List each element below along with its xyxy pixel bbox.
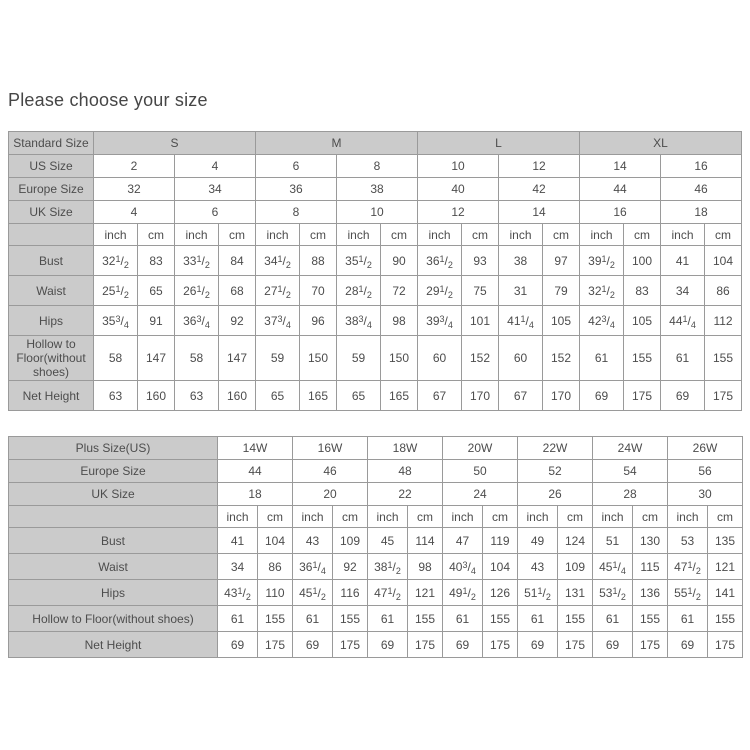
value-cell: 135 xyxy=(708,528,743,554)
value-cell: 83 xyxy=(624,276,661,306)
standard-size-table xyxy=(8,131,742,411)
value-cell: 126 xyxy=(483,580,518,606)
value-cell: 152 xyxy=(462,336,499,381)
value-cell: 43 xyxy=(518,554,558,580)
value-cell: 67 xyxy=(418,381,462,411)
value-cell: 104 xyxy=(705,246,742,276)
value-cell: 51 xyxy=(593,528,633,554)
header-cell: Hollow to Floor(without shoes) xyxy=(9,336,94,381)
value-cell: cm xyxy=(483,506,518,528)
value-cell: 38 xyxy=(337,178,418,201)
value-cell: cm xyxy=(624,224,661,246)
value-cell: inch xyxy=(499,224,543,246)
value-cell: 65 xyxy=(138,276,175,306)
value-cell: $39^1/_2$ xyxy=(580,246,624,276)
value-cell: 116 xyxy=(333,580,368,606)
value-cell: 150 xyxy=(381,336,418,381)
value-cell: inch xyxy=(661,224,705,246)
value-cell: 69 xyxy=(668,632,708,658)
value-cell: 60 xyxy=(499,336,543,381)
value-cell: 34 xyxy=(218,554,258,580)
value-cell: 24W xyxy=(593,437,668,460)
value-cell: 83 xyxy=(138,246,175,276)
value-cell: $39^3/_4$ xyxy=(418,306,462,336)
header-cell: Waist xyxy=(9,554,218,580)
value-cell: 68 xyxy=(219,276,256,306)
value-cell: 10 xyxy=(418,155,499,178)
value-cell: cm xyxy=(258,506,293,528)
value-cell: 41 xyxy=(218,528,258,554)
value-cell: $32^1/_2$ xyxy=(94,246,138,276)
value-cell: 22 xyxy=(368,483,443,506)
value-cell: $26^1/_2$ xyxy=(175,276,219,306)
value-cell: 150 xyxy=(300,336,337,381)
header-cell: M xyxy=(256,132,418,155)
value-cell: $41^1/_4$ xyxy=(499,306,543,336)
value-cell: 121 xyxy=(708,554,743,580)
header-cell: S xyxy=(94,132,256,155)
header-cell: Standard Size xyxy=(9,132,94,155)
value-cell: 49 xyxy=(518,528,558,554)
value-cell: 105 xyxy=(543,306,580,336)
value-cell: cm xyxy=(633,506,668,528)
value-cell: 155 xyxy=(558,606,593,632)
value-cell: $55^1/_2$ xyxy=(668,580,708,606)
header-cell: Net Height xyxy=(9,632,218,658)
value-cell: 175 xyxy=(705,381,742,411)
table-row xyxy=(9,155,742,178)
value-cell: 109 xyxy=(558,554,593,580)
value-cell: $40^3/_4$ xyxy=(443,554,483,580)
value-cell: $45^1/_2$ xyxy=(293,580,333,606)
value-cell: 34 xyxy=(175,178,256,201)
value-cell: 44 xyxy=(580,178,661,201)
value-cell: cm xyxy=(462,224,499,246)
header-cell: Bust xyxy=(9,246,94,276)
value-cell: 160 xyxy=(138,381,175,411)
value-cell: 152 xyxy=(543,336,580,381)
value-cell: 58 xyxy=(94,336,138,381)
header-cell: Hips xyxy=(9,306,94,336)
value-cell: cm xyxy=(333,506,368,528)
table-row xyxy=(9,554,743,580)
header-cell: US Size xyxy=(9,155,94,178)
value-cell: 90 xyxy=(381,246,418,276)
value-cell: cm xyxy=(219,224,256,246)
value-cell: 63 xyxy=(94,381,138,411)
table-row xyxy=(9,224,742,246)
value-cell: $49^1/_2$ xyxy=(443,580,483,606)
value-cell: 58 xyxy=(175,336,219,381)
value-cell: 61 xyxy=(580,336,624,381)
value-cell: 63 xyxy=(175,381,219,411)
table-row xyxy=(9,178,742,201)
value-cell: 59 xyxy=(256,336,300,381)
value-cell: $42^3/_4$ xyxy=(580,306,624,336)
value-cell: 155 xyxy=(633,606,668,632)
table-row xyxy=(9,483,743,506)
value-cell: 92 xyxy=(333,554,368,580)
value-cell: 47 xyxy=(443,528,483,554)
header-cell: XL xyxy=(580,132,742,155)
value-cell: 101 xyxy=(462,306,499,336)
value-cell: 155 xyxy=(483,606,518,632)
value-cell: 121 xyxy=(408,580,443,606)
value-cell: 155 xyxy=(705,336,742,381)
value-cell: $29^1/_2$ xyxy=(418,276,462,306)
value-cell: 46 xyxy=(661,178,742,201)
header-cell: Net Height xyxy=(9,381,94,411)
value-cell: inch xyxy=(256,224,300,246)
value-cell: 155 xyxy=(258,606,293,632)
value-cell: 175 xyxy=(624,381,661,411)
value-cell: 18W xyxy=(368,437,443,460)
value-cell: 16 xyxy=(580,201,661,224)
value-cell: 6 xyxy=(256,155,337,178)
value-cell: 36 xyxy=(256,178,337,201)
value-cell: 131 xyxy=(558,580,593,606)
value-cell: 93 xyxy=(462,246,499,276)
value-cell: 61 xyxy=(668,606,708,632)
value-cell: 98 xyxy=(408,554,443,580)
value-cell: 98 xyxy=(381,306,418,336)
value-cell: 100 xyxy=(624,246,661,276)
value-cell: 114 xyxy=(408,528,443,554)
value-cell: 175 xyxy=(483,632,518,658)
value-cell: 69 xyxy=(218,632,258,658)
value-cell: 18 xyxy=(661,201,742,224)
value-cell: 165 xyxy=(381,381,418,411)
value-cell: 84 xyxy=(219,246,256,276)
value-cell: 170 xyxy=(462,381,499,411)
value-cell: cm xyxy=(300,224,337,246)
value-cell: 41 xyxy=(661,246,705,276)
value-cell: $51^1/_2$ xyxy=(518,580,558,606)
table-row xyxy=(9,460,743,483)
value-cell: 2 xyxy=(94,155,175,178)
value-cell: 175 xyxy=(258,632,293,658)
value-cell: 56 xyxy=(668,460,743,483)
table-row xyxy=(9,606,743,632)
value-cell: inch xyxy=(518,506,558,528)
value-cell: $53^1/_2$ xyxy=(593,580,633,606)
header-cell: Hollow to Floor(without shoes) xyxy=(9,606,218,632)
value-cell: 88 xyxy=(300,246,337,276)
value-cell: 104 xyxy=(483,554,518,580)
value-cell: 14 xyxy=(499,201,580,224)
value-cell: 6 xyxy=(175,201,256,224)
value-cell: $35^1/_2$ xyxy=(337,246,381,276)
header-cell: Europe Size xyxy=(9,178,94,201)
value-cell: cm xyxy=(408,506,443,528)
value-cell: $38^1/_2$ xyxy=(368,554,408,580)
value-cell: inch xyxy=(175,224,219,246)
value-cell: $33^1/_2$ xyxy=(175,246,219,276)
value-cell: 61 xyxy=(443,606,483,632)
value-cell: 75 xyxy=(462,276,499,306)
header-cell: Hips xyxy=(9,580,218,606)
value-cell: $36^1/_2$ xyxy=(418,246,462,276)
value-cell: 86 xyxy=(705,276,742,306)
value-cell: 175 xyxy=(558,632,593,658)
value-cell: 20 xyxy=(293,483,368,506)
value-cell: 54 xyxy=(593,460,668,483)
table-row xyxy=(9,580,743,606)
value-cell: 16W xyxy=(293,437,368,460)
value-cell: $47^1/_2$ xyxy=(368,580,408,606)
value-cell: 67 xyxy=(499,381,543,411)
value-cell: 124 xyxy=(558,528,593,554)
value-cell: 69 xyxy=(580,381,624,411)
value-cell: 92 xyxy=(219,306,256,336)
value-cell: 147 xyxy=(219,336,256,381)
value-cell: 48 xyxy=(368,460,443,483)
table-row xyxy=(9,381,742,411)
value-cell: $43^1/_2$ xyxy=(218,580,258,606)
value-cell: 14W xyxy=(218,437,293,460)
value-cell: 109 xyxy=(333,528,368,554)
header-cell: L xyxy=(418,132,580,155)
value-cell: 12 xyxy=(418,201,499,224)
page-title: Please choose your size xyxy=(8,90,208,110)
value-cell: 69 xyxy=(293,632,333,658)
value-cell: inch xyxy=(337,224,381,246)
value-cell: 97 xyxy=(543,246,580,276)
value-cell: 44 xyxy=(218,460,293,483)
value-cell: 14 xyxy=(580,155,661,178)
value-cell: $36^1/_4$ xyxy=(293,554,333,580)
header-cell: Plus Size(US) xyxy=(9,437,218,460)
value-cell: 69 xyxy=(661,381,705,411)
value-cell: 28 xyxy=(593,483,668,506)
value-cell: cm xyxy=(708,506,743,528)
value-cell: 65 xyxy=(337,381,381,411)
value-cell: 18 xyxy=(218,483,293,506)
value-cell: 141 xyxy=(708,580,743,606)
value-cell: inch xyxy=(218,506,258,528)
value-cell: 60 xyxy=(418,336,462,381)
value-cell: $38^3/_4$ xyxy=(337,306,381,336)
value-cell: inch xyxy=(368,506,408,528)
value-cell: inch xyxy=(293,506,333,528)
value-cell: 165 xyxy=(300,381,337,411)
value-cell: 115 xyxy=(633,554,668,580)
value-cell: $44^1/_4$ xyxy=(661,306,705,336)
value-cell: 175 xyxy=(708,632,743,658)
value-cell: 61 xyxy=(593,606,633,632)
value-cell: $37^3/_4$ xyxy=(256,306,300,336)
value-cell: 110 xyxy=(258,580,293,606)
value-cell: $35^3/_4$ xyxy=(94,306,138,336)
value-cell: 69 xyxy=(518,632,558,658)
value-cell: 170 xyxy=(543,381,580,411)
value-cell: 46 xyxy=(293,460,368,483)
header-cell: UK Size xyxy=(9,201,94,224)
value-cell: 43 xyxy=(293,528,333,554)
value-cell: 147 xyxy=(138,336,175,381)
value-cell: 12 xyxy=(499,155,580,178)
value-cell: $32^1/_2$ xyxy=(580,276,624,306)
value-cell: 175 xyxy=(633,632,668,658)
value-cell: 136 xyxy=(633,580,668,606)
table-row xyxy=(9,336,742,381)
value-cell: 105 xyxy=(624,306,661,336)
value-cell: 72 xyxy=(381,276,418,306)
value-cell: 69 xyxy=(593,632,633,658)
value-cell: 26 xyxy=(518,483,593,506)
value-cell: 175 xyxy=(408,632,443,658)
value-cell: 175 xyxy=(333,632,368,658)
value-cell: inch xyxy=(94,224,138,246)
table-row xyxy=(9,528,743,554)
value-cell: 30 xyxy=(668,483,743,506)
value-cell: $47^1/_2$ xyxy=(668,554,708,580)
value-cell: 119 xyxy=(483,528,518,554)
value-cell: 112 xyxy=(705,306,742,336)
value-cell: 59 xyxy=(337,336,381,381)
value-cell: inch xyxy=(580,224,624,246)
value-cell: 69 xyxy=(368,632,408,658)
header-cell: Waist xyxy=(9,276,94,306)
value-cell: 45 xyxy=(368,528,408,554)
value-cell: 20W xyxy=(443,437,518,460)
value-cell: inch xyxy=(443,506,483,528)
value-cell: 16 xyxy=(661,155,742,178)
table-row xyxy=(9,246,742,276)
value-cell: cm xyxy=(138,224,175,246)
table-row xyxy=(9,632,743,658)
value-cell: 8 xyxy=(337,155,418,178)
value-cell: 40 xyxy=(418,178,499,201)
header-cell: Europe Size xyxy=(9,460,218,483)
value-cell: 53 xyxy=(668,528,708,554)
value-cell: $25^1/_2$ xyxy=(94,276,138,306)
value-cell: $27^1/_2$ xyxy=(256,276,300,306)
value-cell: 70 xyxy=(300,276,337,306)
value-cell: 61 xyxy=(518,606,558,632)
value-cell: 96 xyxy=(300,306,337,336)
value-cell: 65 xyxy=(256,381,300,411)
value-cell: $36^3/_4$ xyxy=(175,306,219,336)
value-cell: 38 xyxy=(499,246,543,276)
value-cell: 10 xyxy=(337,201,418,224)
header-cell xyxy=(9,224,94,246)
value-cell: 4 xyxy=(94,201,175,224)
value-cell: 31 xyxy=(499,276,543,306)
value-cell: cm xyxy=(558,506,593,528)
value-cell: 61 xyxy=(293,606,333,632)
table-row xyxy=(9,506,743,528)
value-cell: inch xyxy=(593,506,633,528)
value-cell: 155 xyxy=(333,606,368,632)
value-cell: 160 xyxy=(219,381,256,411)
value-cell: cm xyxy=(705,224,742,246)
header-cell xyxy=(9,506,218,528)
value-cell: 24 xyxy=(443,483,518,506)
value-cell: 155 xyxy=(624,336,661,381)
value-cell: 26W xyxy=(668,437,743,460)
value-cell: 34 xyxy=(661,276,705,306)
value-cell: 79 xyxy=(543,276,580,306)
value-cell: 4 xyxy=(175,155,256,178)
value-cell: inch xyxy=(668,506,708,528)
table-row xyxy=(9,132,742,155)
value-cell: 61 xyxy=(368,606,408,632)
value-cell: 61 xyxy=(218,606,258,632)
value-cell: inch xyxy=(418,224,462,246)
value-cell: 42 xyxy=(499,178,580,201)
table-row xyxy=(9,306,742,336)
value-cell: 50 xyxy=(443,460,518,483)
value-cell: 104 xyxy=(258,528,293,554)
value-cell: 8 xyxy=(256,201,337,224)
table-row xyxy=(9,437,743,460)
value-cell: $45^1/_4$ xyxy=(593,554,633,580)
value-cell: 91 xyxy=(138,306,175,336)
table-row xyxy=(9,201,742,224)
value-cell: cm xyxy=(381,224,418,246)
value-cell: 155 xyxy=(408,606,443,632)
value-cell: 61 xyxy=(661,336,705,381)
value-cell: 22W xyxy=(518,437,593,460)
header-cell: Bust xyxy=(9,528,218,554)
value-cell: 32 xyxy=(94,178,175,201)
value-cell: $34^1/_2$ xyxy=(256,246,300,276)
value-cell: 155 xyxy=(708,606,743,632)
value-cell: 52 xyxy=(518,460,593,483)
value-cell: cm xyxy=(543,224,580,246)
value-cell: 69 xyxy=(443,632,483,658)
header-cell: UK Size xyxy=(9,483,218,506)
table-row xyxy=(9,276,742,306)
value-cell: $28^1/_2$ xyxy=(337,276,381,306)
value-cell: 86 xyxy=(258,554,293,580)
plus-size-table xyxy=(8,436,743,658)
value-cell: 130 xyxy=(633,528,668,554)
